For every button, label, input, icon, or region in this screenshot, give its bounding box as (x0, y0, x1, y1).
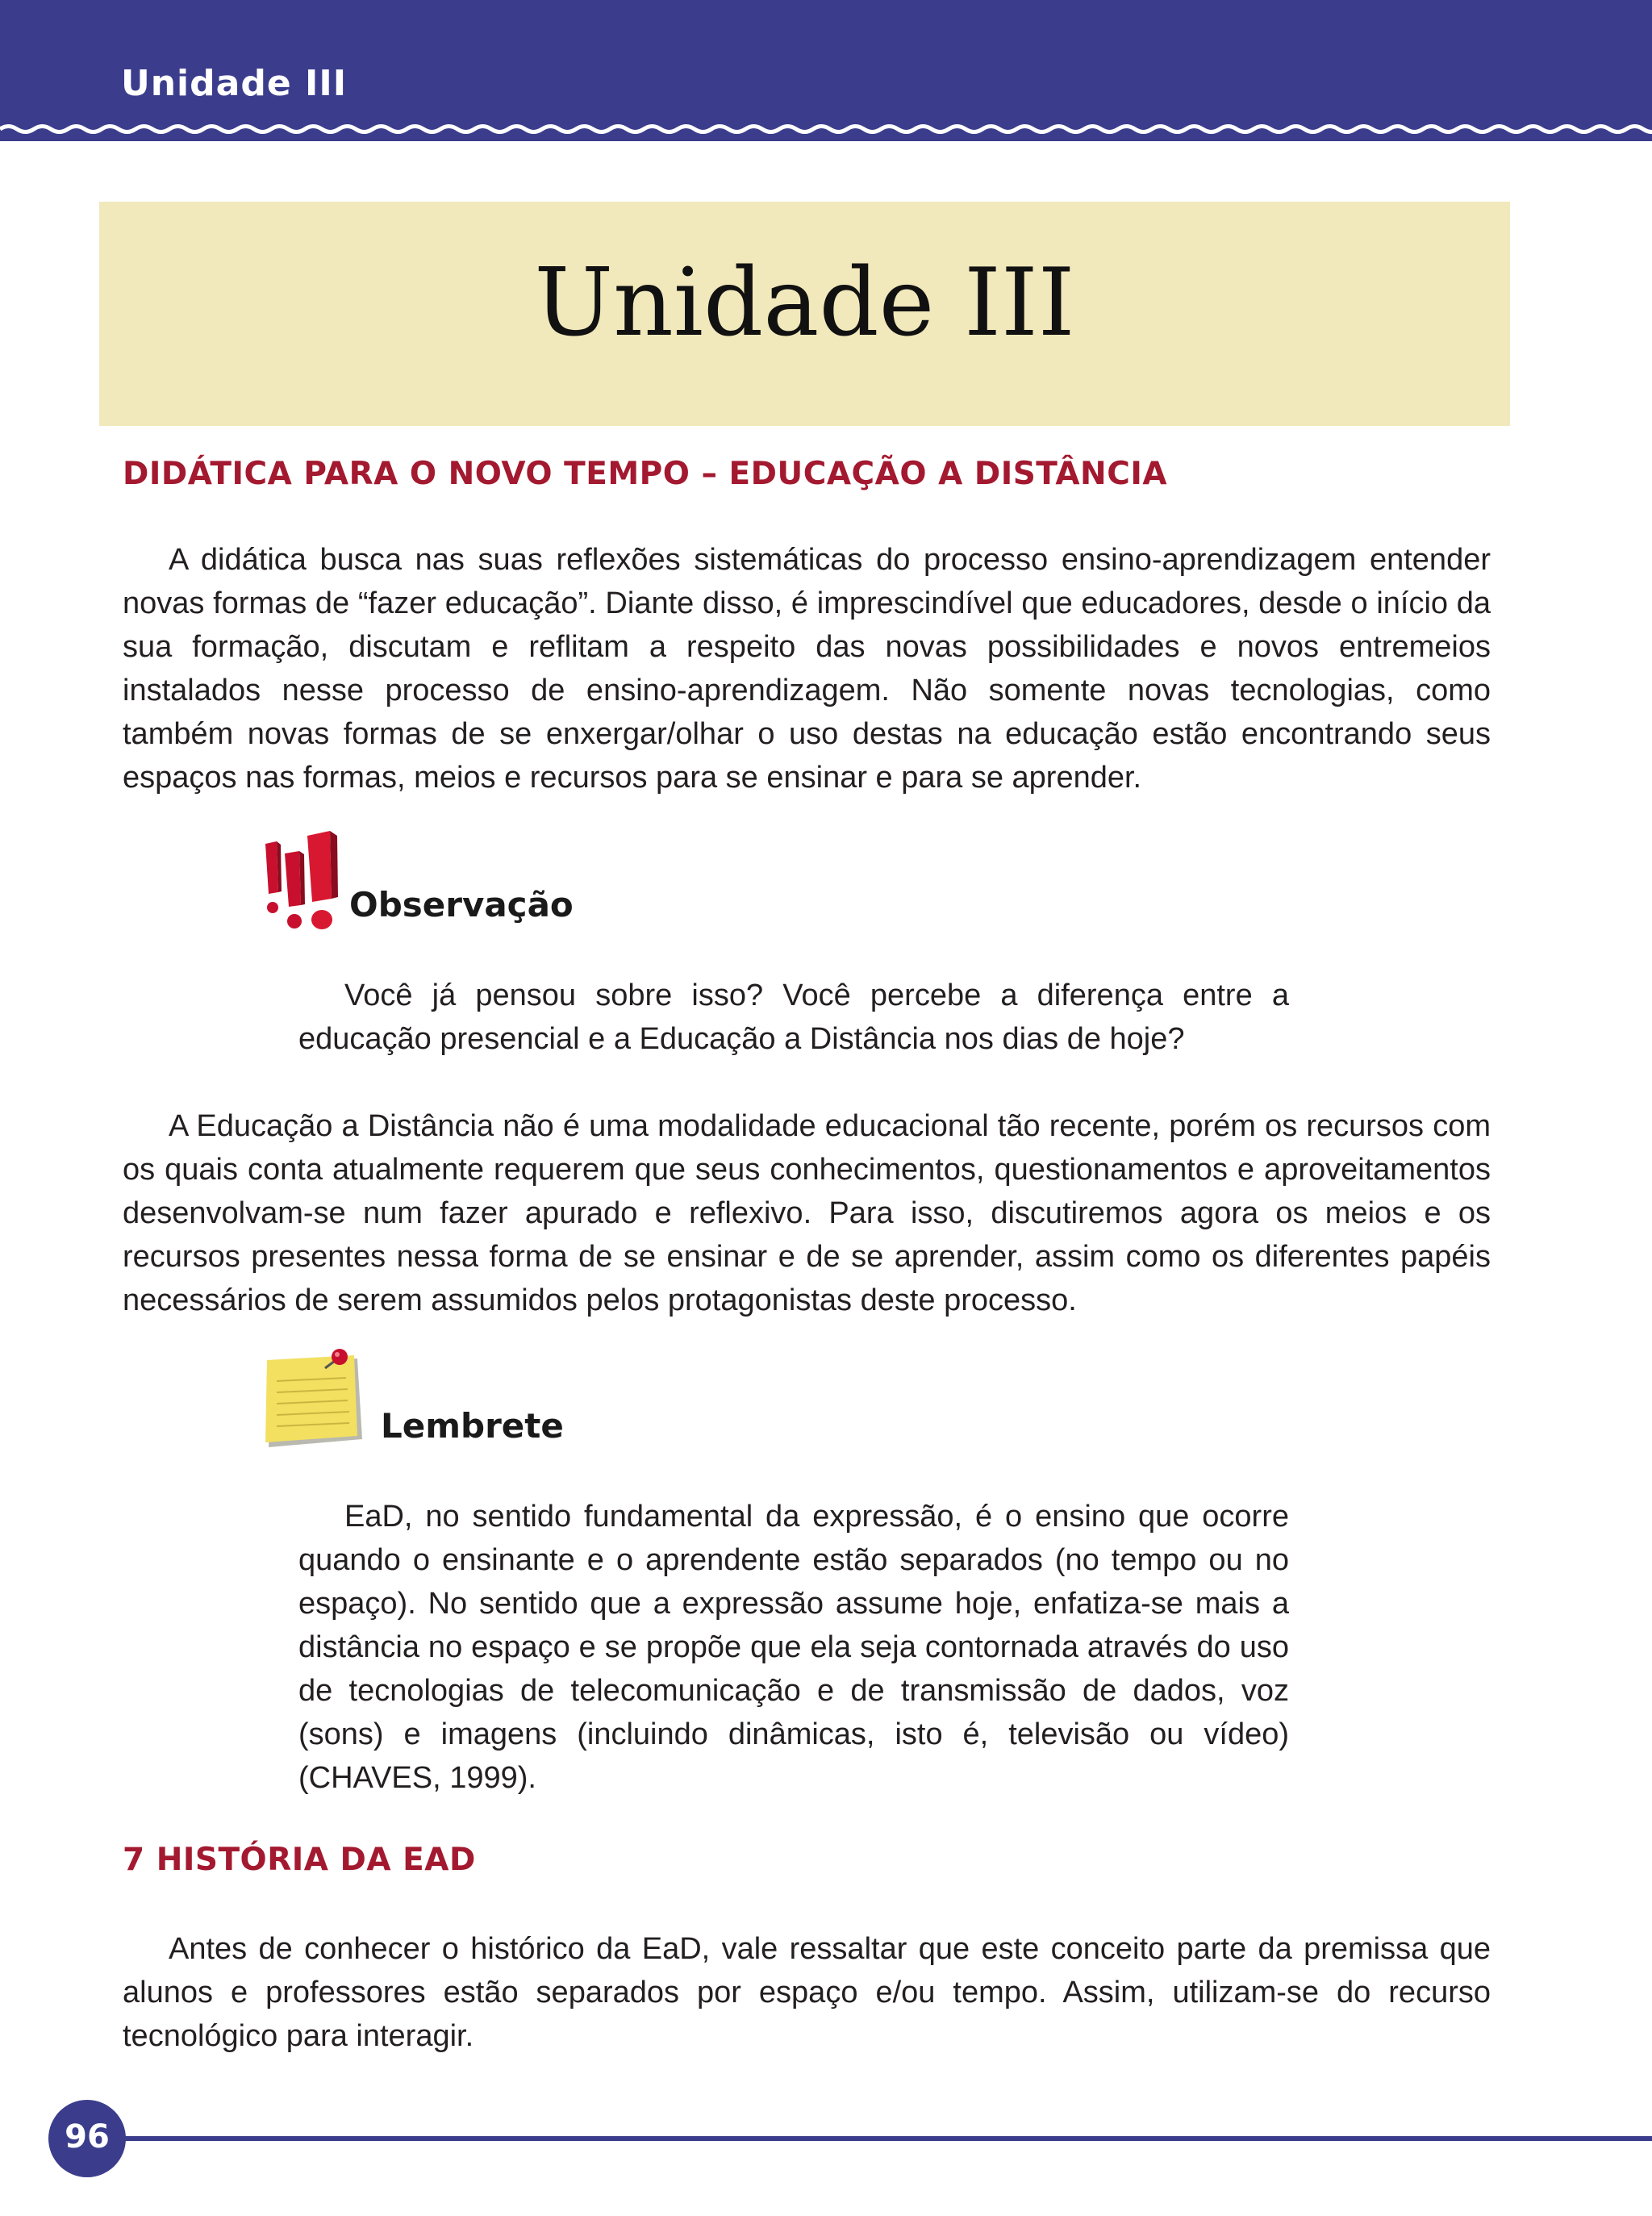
unit-banner (99, 202, 1510, 426)
exclamation-marks-icon (262, 831, 343, 933)
wave-border (0, 113, 1652, 145)
section-heading-historia: 7 HISTÓRIA DA EAD (123, 1842, 476, 1878)
page-number-badge (48, 2100, 126, 2177)
page-number: 96 (65, 2118, 110, 2155)
paragraph-ead: A Educação a Distância não é uma modalidade educacional tão recente, porém os recursos com os quais conta atualmente requerem que seus conhecimentos, questionamentos e aproveitamentos desenvolvam-se num fazer apurado e reflexivo. Para isso, discutiremos agora os meios e os recursos presentes nessa forma de se ensinar e de se aprender, assim como os diferentes papéis necessários de serem assumidos pelos protagonistas deste processo. (123, 1109, 1491, 1317)
running-head: Unidade III (121, 63, 348, 104)
footer-rule (97, 2136, 1652, 2141)
unit-title: Unidade III (534, 248, 1075, 357)
observacao-text: Você já pensou sobre isso? Você percebe a diferença entre a educação presencial e a Educação a Distância nos dias de hoje? (298, 979, 1289, 1056)
paragraph-intro: A didática busca nas suas reflexões sistemáticas do processo ensino-aprendizagem entender novas formas de “fazer educação”. Diante disso, é imprescindível que educadores, desde o início da sua formação, discutam e reflitam a respeito das novas possibilidades e novos entremeios instalados nesse processo de ensino-aprendizagem. Não somente novas tecnologias, como também novas formas de se enxergar/olhar o uso destas na educação estão encontrando seus espaços nas formas, meios e recursos para se ensinar e para se aprender. (123, 543, 1491, 795)
section-heading-didatica: DIDÁTICA PARA O NOVO TEMPO – EDUCAÇÃO A DISTÂNCIA (123, 456, 1168, 492)
paragraph-historia: Antes de conhecer o histórico da EaD, vale ressaltar que este conceito parte da premissa que alunos e professores estão separados por espaço e/ou tempo. Assim, utilizam-se do recurso tecnológico para interagir. (123, 1932, 1491, 2053)
lembrete-title: Lembrete (381, 1406, 564, 1446)
lembrete-text: EaD, no sentido fundamental da expressão, é o ensino que ocorre quando o ensinante e o aprendente estão separados (no tempo ou no espaço). No sentido que a expressão assume hoje, enfatiza-se mais a distância no espaço e se propõe que ela seja contornada através do uso de tecnologias de telecomunicação e de transmissão de dados, voz (sons) e imagens (incluindo dinâmicas, isto é, televisão ou vídeo) (CHAVES, 1999). (298, 1500, 1289, 1795)
observacao-title: Observação (349, 885, 574, 924)
pinned-note-icon (262, 1347, 367, 1452)
